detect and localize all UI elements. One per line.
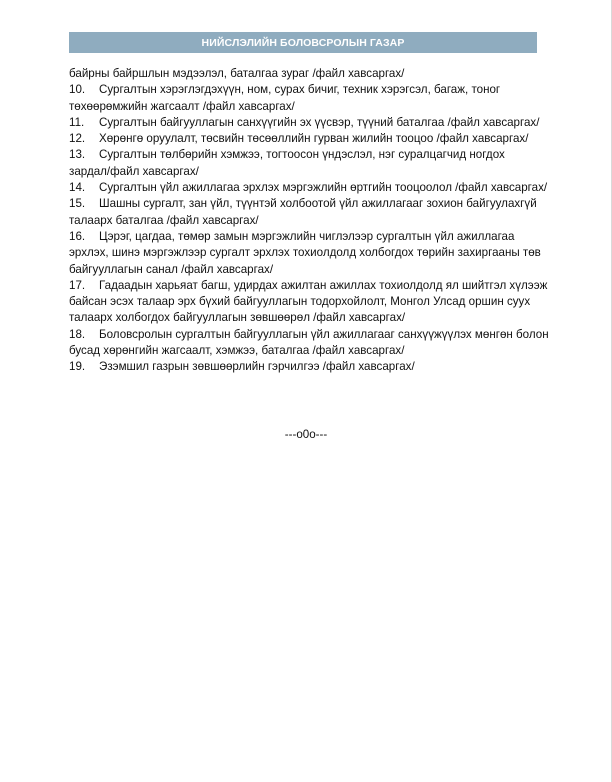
closing-mark: ---о0о--- [284, 428, 328, 441]
item-text: Сургалтын байгууллагын санхүүгийн эх үүсвэр, түүний баталгаа /файл хавсаргах/ [99, 115, 540, 129]
list-item-11 [69, 115, 549, 131]
list-item-18 [69, 327, 549, 360]
header-title: НИЙСЛЭЛИЙН БОЛОВСРОЛЫН ГАЗАР [201, 36, 405, 49]
item-text: Эзэмшил газрын зөвшөөрлийн гэрчилгээ /файл хавсаргах/ [99, 360, 415, 374]
item-number: 17. [69, 278, 86, 292]
item-text: Сургалтын үйл ажиллагаа эрхлэх мэргэжлийн өртгийн тооцоолол /файл хавсаргах/ [99, 181, 548, 195]
item-number: 10. [69, 83, 86, 97]
item-text: Сургалтын хэрэглэгдэхүүн, ном, сурах бичиг, техник хэрэгсэл, багаж, тоног төхөөрөмжийн жагсаалт /файл хавсаргах/ [69, 83, 501, 113]
item-number: 11. [69, 115, 85, 129]
item-number: 14. [69, 181, 86, 195]
list-item-17 [69, 278, 549, 327]
item-text: Гадаадын харьяат багш, удирдах ажилтан ажиллах тохиолдолд ял шийтгэл хүлээж байсан эсэх талаар эрх бүхий байгууллагын тодорхойлолт, Монгол Улсад оршин суух талаарх холбогдох байгууллагын зөвшөөрөл /файл хавсаргах/ [69, 278, 548, 325]
list-item-14 [69, 180, 549, 196]
header-band [69, 32, 537, 53]
document-body [69, 66, 549, 376]
list-item-13 [69, 147, 549, 180]
item-number: 12. [69, 132, 86, 146]
item-number: 18. [69, 327, 86, 341]
list-item-12 [69, 131, 549, 147]
item-text: Хөрөнгө оруулалт, төсвийн төсөөллийн гурван жилийн тооцоо /файл хавсаргах/ [99, 132, 529, 146]
continuation-paragraph: байрны байршлын мэдээлэл, баталгаа зураг /файл хавсаргах/ [69, 67, 405, 80]
item-number: 15. [69, 197, 86, 211]
item-text: Боловсролын сургалтын байгууллагын үйл ажиллагааг санхүүжүүлэх мөнгөн болон бусад хөрөнгийн жагсаалт, хэмжээ, баталгаа /файл хавсаргах/ [69, 327, 549, 358]
item-text: Шашны сургалт, зан үйл, түүнтэй холбоотой үйл ажиллагааг зохион байгуулахгүй талаарх баталгаа /файл хавсаргах/ [69, 197, 537, 227]
item-text: Цэрэг, цагдаа, төмөр замын мэргэжлийн чиглэлээр сургалтын үйл ажиллагаа эрхлэх, шинэ мэргэжлээр сургалт эрхлэх тохиолдолд холбогдох төрийн захиргааны төв байгууллагын санал /файл хавсаргах/ [69, 229, 541, 276]
item-text: Сургалтын төлбөрийн хэмжээ, тогтоосон үндэслэл, нэг суралцагчид ногдох зардал/файл хавсаргах/ [69, 148, 505, 178]
list-item-10 [69, 82, 549, 115]
item-number: 13. [69, 148, 86, 162]
list-item-19 [69, 359, 549, 375]
list-item-15 [69, 196, 549, 229]
list-item-16 [69, 229, 549, 278]
item-number: 19. [69, 360, 86, 374]
item-number: 16. [69, 229, 86, 243]
